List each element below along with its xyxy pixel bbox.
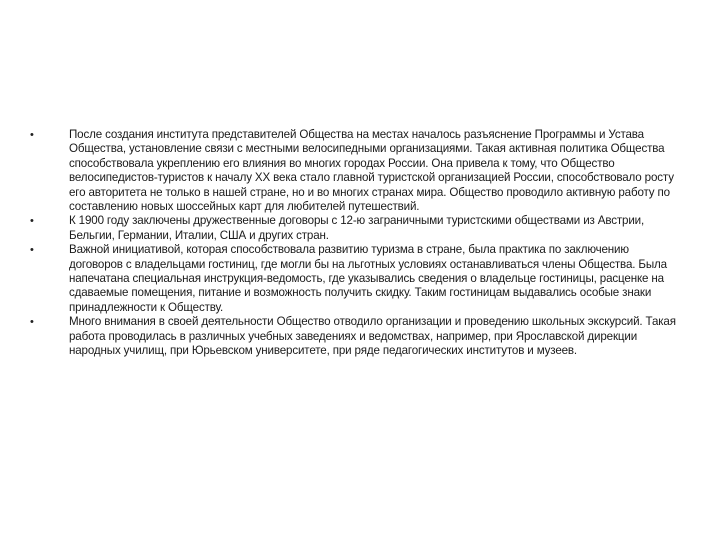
bullet-text: К 1900 году заключены дружественные договоры с 12-ю заграничными туристскими обществами из Австрии, Бельгии, Германии, Италии, США и других стран. <box>69 214 645 242</box>
bullet-icon: • <box>30 129 34 141</box>
list-item <box>30 214 682 243</box>
list-item <box>30 315 682 358</box>
list-item <box>30 243 682 315</box>
bullet-text: Важной инициативой, которая способствовала развитию туризма в стране, была практика по заключению договоров с владельцами гостиниц, где могли бы на льготных условиях останавливаться члены Общества. Была напечатана специальная инструкция-ведомость, где указывались сведения о владельце гостиницы, расценке на сдаваемые помещения, питание и возможность получить скидку. Таким гостиницам выдавались особые знаки принадлежности к Обществу. <box>69 243 667 314</box>
bullet-icon: • <box>30 244 34 257</box>
bullet-text: Много внимания в своей деятельности Общество отводило организации и проведению школьных экскурсий. Такая работа проводилась в различных учебных заведениях и ведомствах, например, при Ярославской дирекции народных училищ, при Юрьевском университете, при ряде педагогических институтов и музеев. <box>69 315 676 358</box>
bullet-icon: • <box>30 316 34 329</box>
bullet-list <box>30 128 682 359</box>
list-item <box>30 128 682 214</box>
bullet-icon: • <box>30 215 34 228</box>
bullet-text: После создания института представителей Общества на местах началось разъяснение Программы и Устава Общества, установление связи с местными велосипедными организациями. Такая активная политика Общества способствовала укреплению его влияния во многих городах России. Она привела к тому, что Общество велосипедистов-туристов к началу XX века стало главной туристской организацией России, способствовало росту его авторитета не только в нашей стране, но и во многих странах мира. Общество проводило активную работу по составлению новых шоссейных карт для любителей путешествий. <box>69 128 674 214</box>
